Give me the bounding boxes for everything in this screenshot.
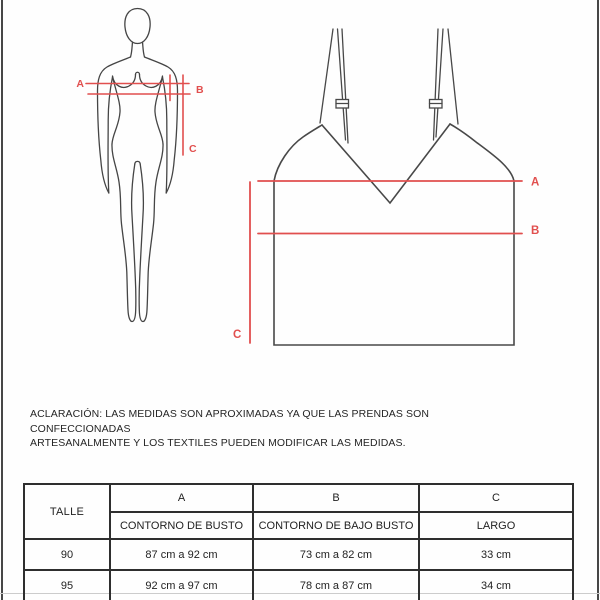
garment-label-a: A <box>531 176 540 189</box>
table-header-desc-a: CONTORNO DE BUSTO <box>110 512 253 539</box>
garment-measurement-diagram <box>274 29 514 345</box>
figure-label-c: C <box>189 143 197 155</box>
table-header-letter-b: B <box>253 484 419 512</box>
disclaimer-line-2: ARTESANALMENTE Y LOS TEXTILES PUEDEN MODIFICAR LAS MEDIDAS. <box>30 437 406 449</box>
table-cell-bust: 87 cm a 92 cm <box>110 539 253 570</box>
table-cell-talle: 90 <box>24 539 110 570</box>
table-cell-talle: 95 <box>24 570 110 600</box>
table-row-size-90 <box>24 539 573 570</box>
figure-label-a: A <box>76 78 84 90</box>
table-header-desc-c: LARGO <box>419 512 573 539</box>
disclaimer-text <box>30 407 530 451</box>
table-row-size-95 <box>24 570 573 600</box>
table-cell-length: 34 cm <box>419 570 573 600</box>
garment-right-strap <box>430 29 459 140</box>
table-cell-bust: 92 cm a 97 cm <box>110 570 253 600</box>
figure-label-b: B <box>196 84 204 96</box>
garment-label-b: B <box>531 225 540 237</box>
garment-label-c: C <box>233 329 242 341</box>
table-cell-underbust: 73 cm a 82 cm <box>253 539 419 570</box>
garment-v-neckline <box>322 124 450 203</box>
garment-measure-lines <box>250 181 522 343</box>
table-header-talle: TALLE <box>24 484 110 539</box>
garment-left-strap <box>320 29 349 143</box>
table-cell-underbust: 78 cm a 87 cm <box>253 570 419 600</box>
table-header-letter-a: A <box>110 484 253 512</box>
table-header-letter-c: C <box>419 484 573 512</box>
garment-body-outline <box>274 181 514 345</box>
size-table <box>23 483 574 600</box>
table-header-desc-b: CONTORNO DE BAJO BUSTO <box>253 512 419 539</box>
table-cell-length: 33 cm <box>419 539 573 570</box>
figure-head <box>125 9 150 44</box>
figure-measure-lines <box>86 75 190 155</box>
disclaimer-line-1: ACLARACIÓN: LAS MEDIDAS SON APROXIMADAS YA QUE LAS PRENDAS SON CONFECCIONADAS <box>30 408 430 435</box>
body-measurement-diagram <box>98 9 178 322</box>
figure-bust-line <box>113 75 136 88</box>
